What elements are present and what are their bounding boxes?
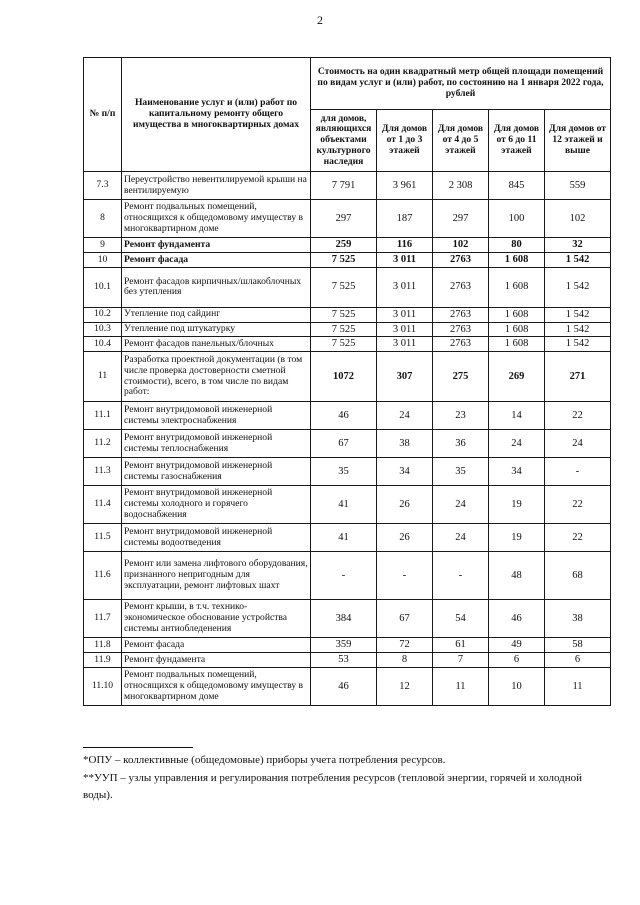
cost-value: 35 (433, 458, 489, 486)
cost-value: 3 011 (377, 307, 433, 322)
cost-value: 10 (489, 668, 545, 706)
row-number: 11.6 (84, 552, 122, 600)
cost-value: 7 791 (311, 172, 377, 200)
header-sub-6-11: Для домов от 6 до 11 этажей (489, 110, 545, 172)
row-number: 11.5 (84, 524, 122, 552)
service-name: Ремонт внутридомовой инженерной системы холодного и горячего водоснабжения (122, 486, 311, 524)
cost-value: 7 525 (311, 253, 377, 268)
cost-value: 275 (433, 352, 489, 402)
table-row (84, 238, 611, 253)
service-name: Ремонт фасада (122, 253, 311, 268)
cost-value: 1 608 (489, 267, 545, 307)
cost-value: 24 (489, 430, 545, 458)
cost-value: 46 (311, 668, 377, 706)
cost-value: 259 (311, 238, 377, 253)
header-sub-heritage: для домов, являющихся объектами культурного наследия (311, 110, 377, 172)
row-number: 9 (84, 238, 122, 253)
cost-value: 2763 (433, 307, 489, 322)
service-name: Ремонт фундамента (122, 653, 311, 668)
table-row (84, 267, 611, 307)
cost-value: 8 (377, 653, 433, 668)
cost-value: 22 (545, 402, 611, 430)
header-cost-group: Стоимость на один квадратный метр общей площади помещений по видам услуг и (или) работ, по состоянию на 1 января 2022 года, рублей (311, 58, 611, 110)
cost-value: 3 011 (377, 267, 433, 307)
service-name: Разработка проектной документации (в том числе проверка достоверности сметной стоимости), всего, в том числе по видам работ: (122, 352, 311, 402)
cost-value: 269 (489, 352, 545, 402)
cost-value: 359 (311, 638, 377, 653)
cost-value: 1 608 (489, 337, 545, 352)
cost-value: 116 (377, 238, 433, 253)
header-sub-12plus: Для домов от 12 этажей и выше (545, 110, 611, 172)
cost-value: 559 (545, 172, 611, 200)
service-name: Ремонт фасадов кирпичных/шлакоблочных без утепления (122, 267, 311, 307)
cost-value: 46 (311, 402, 377, 430)
footnote-divider (83, 747, 193, 748)
cost-value: 68 (545, 552, 611, 600)
cost-value: 2763 (433, 267, 489, 307)
table-row (84, 524, 611, 552)
service-name: Ремонт внутридомовой инженерной системы теплоснабжения (122, 430, 311, 458)
cost-value: 271 (545, 352, 611, 402)
cost-value: 2763 (433, 322, 489, 337)
row-number: 10.1 (84, 267, 122, 307)
cost-value: 23 (433, 402, 489, 430)
table-row (84, 668, 611, 706)
service-name: Ремонт подвальных помещений, относящихся к общедомовому имуществу в многоквартирном доме (122, 668, 311, 706)
service-name: Утепление под штукатурку (122, 322, 311, 337)
cost-value: 7 (433, 653, 489, 668)
cost-value: 24 (433, 486, 489, 524)
cost-value: 845 (489, 172, 545, 200)
cost-value: 187 (377, 200, 433, 238)
cost-value: 11 (545, 668, 611, 706)
row-number: 11.2 (84, 430, 122, 458)
cost-value: 384 (311, 600, 377, 638)
service-name: Ремонт внутридомовой инженерной системы водоотведения (122, 524, 311, 552)
cost-value: 7 525 (311, 337, 377, 352)
cost-value: 7 525 (311, 267, 377, 307)
header-name: Наименование услуг и (или) работ по капитальному ремонту общего имущества в многоквартирных домах (122, 58, 311, 172)
service-name: Ремонт внутридомовой инженерной системы газоснабжения (122, 458, 311, 486)
cost-value: - (545, 458, 611, 486)
cost-value: 1 608 (489, 253, 545, 268)
cost-value: 7 525 (311, 307, 377, 322)
cost-value: 72 (377, 638, 433, 653)
service-name: Ремонт фундамента (122, 238, 311, 253)
row-number: 11.8 (84, 638, 122, 653)
cost-table (83, 57, 611, 706)
cost-value: 1 542 (545, 322, 611, 337)
cost-value: 67 (311, 430, 377, 458)
cost-value: 22 (545, 524, 611, 552)
cost-value: 2763 (433, 253, 489, 268)
row-number: 10.4 (84, 337, 122, 352)
cost-value: 14 (489, 402, 545, 430)
cost-value: 1 542 (545, 337, 611, 352)
cost-value: 11 (433, 668, 489, 706)
cost-value: 38 (377, 430, 433, 458)
cost-value: 32 (545, 238, 611, 253)
cost-value: 53 (311, 653, 377, 668)
service-name: Ремонт фасада (122, 638, 311, 653)
cost-value: 12 (377, 668, 433, 706)
table-row (84, 402, 611, 430)
cost-value: 26 (377, 524, 433, 552)
table-row (84, 307, 611, 322)
cost-value: 38 (545, 600, 611, 638)
cost-value: 1 542 (545, 253, 611, 268)
table-row (84, 322, 611, 337)
row-number: 10.2 (84, 307, 122, 322)
header-sub-4-5: Для домов от 4 до 5 этажей (433, 110, 489, 172)
row-number: 11.4 (84, 486, 122, 524)
footnote-opu: *ОПУ – коллективные (общедомовые) приборы учета потребления ресурсов. (83, 754, 446, 766)
row-number: 11.3 (84, 458, 122, 486)
table-row (84, 352, 611, 402)
service-name: Ремонт фасадов панельных/блочных (122, 337, 311, 352)
cost-value: 46 (489, 600, 545, 638)
row-number: 11.9 (84, 653, 122, 668)
footnote-uup: **УУП – узлы управления и регулирования потребления ресурсов (тепловой энергии, горячей и холодной воды). (83, 772, 582, 801)
cost-value: - (311, 552, 377, 600)
row-number: 7.3 (84, 172, 122, 200)
table-row (84, 172, 611, 200)
cost-value: 19 (489, 524, 545, 552)
service-name: Ремонт крыши, в т.ч. технико-экономическое обоснование устройства системы антиобледенения (122, 600, 311, 638)
cost-value: 48 (489, 552, 545, 600)
cost-value: 54 (433, 600, 489, 638)
cost-value: 36 (433, 430, 489, 458)
cost-value: 6 (545, 653, 611, 668)
row-number: 10 (84, 253, 122, 268)
cost-value: 1 608 (489, 307, 545, 322)
cost-value: 1072 (311, 352, 377, 402)
cost-value: 102 (433, 238, 489, 253)
table-row (84, 430, 611, 458)
row-number: 11 (84, 352, 122, 402)
table-row (84, 638, 611, 653)
service-name: Ремонт или замена лифтового оборудования, признанного непригодным для эксплуатации, ремонт лифтовых шахт (122, 552, 311, 600)
row-number: 10.3 (84, 322, 122, 337)
table-row (84, 486, 611, 524)
cost-value: 3 011 (377, 337, 433, 352)
table-row (84, 653, 611, 668)
cost-value: 307 (377, 352, 433, 402)
table-row (84, 552, 611, 600)
service-name: Ремонт внутридомовой инженерной системы электроснабжения (122, 402, 311, 430)
cost-value: 22 (545, 486, 611, 524)
cost-value: 1 542 (545, 307, 611, 322)
cost-value: 41 (311, 524, 377, 552)
cost-value: 67 (377, 600, 433, 638)
cost-value: 26 (377, 486, 433, 524)
cost-value: 19 (489, 486, 545, 524)
cost-value: 34 (377, 458, 433, 486)
header-sub-1-3: Для домов от 1 до 3 этажей (377, 110, 433, 172)
cost-value: 3 011 (377, 322, 433, 337)
cost-value: 61 (433, 638, 489, 653)
cost-value: 297 (311, 200, 377, 238)
service-name: Переустройство невентилируемой крыши на вентилируемую (122, 172, 311, 200)
cost-value: 80 (489, 238, 545, 253)
header-no: № п/п (84, 58, 122, 172)
cost-value: 34 (489, 458, 545, 486)
row-number: 11.1 (84, 402, 122, 430)
cost-value: 2763 (433, 337, 489, 352)
cost-value: 297 (433, 200, 489, 238)
row-number: 11.7 (84, 600, 122, 638)
cost-value: 2 308 (433, 172, 489, 200)
table-row (84, 458, 611, 486)
row-number: 11.10 (84, 668, 122, 706)
page-number: 2 (317, 13, 323, 27)
row-number: 8 (84, 200, 122, 238)
table-row (84, 600, 611, 638)
cost-value: 100 (489, 200, 545, 238)
cost-value: 24 (433, 524, 489, 552)
cost-value: 1 542 (545, 267, 611, 307)
cost-value: - (377, 552, 433, 600)
table-row (84, 337, 611, 352)
cost-value: 58 (545, 638, 611, 653)
cost-value: 49 (489, 638, 545, 653)
cost-value: 6 (489, 653, 545, 668)
cost-value: 35 (311, 458, 377, 486)
cost-value: 102 (545, 200, 611, 238)
cost-value: 24 (377, 402, 433, 430)
service-name: Ремонт подвальных помещений, относящихся к общедомовому имуществу в многоквартирном доме (122, 200, 311, 238)
cost-value: 3 961 (377, 172, 433, 200)
cost-value: 7 525 (311, 322, 377, 337)
service-name: Утепление под сайдинг (122, 307, 311, 322)
cost-value: 41 (311, 486, 377, 524)
table-row (84, 253, 611, 268)
cost-value: 1 608 (489, 322, 545, 337)
cost-value: - (433, 552, 489, 600)
table-row (84, 200, 611, 238)
cost-value: 24 (545, 430, 611, 458)
cost-value: 3 011 (377, 253, 433, 268)
